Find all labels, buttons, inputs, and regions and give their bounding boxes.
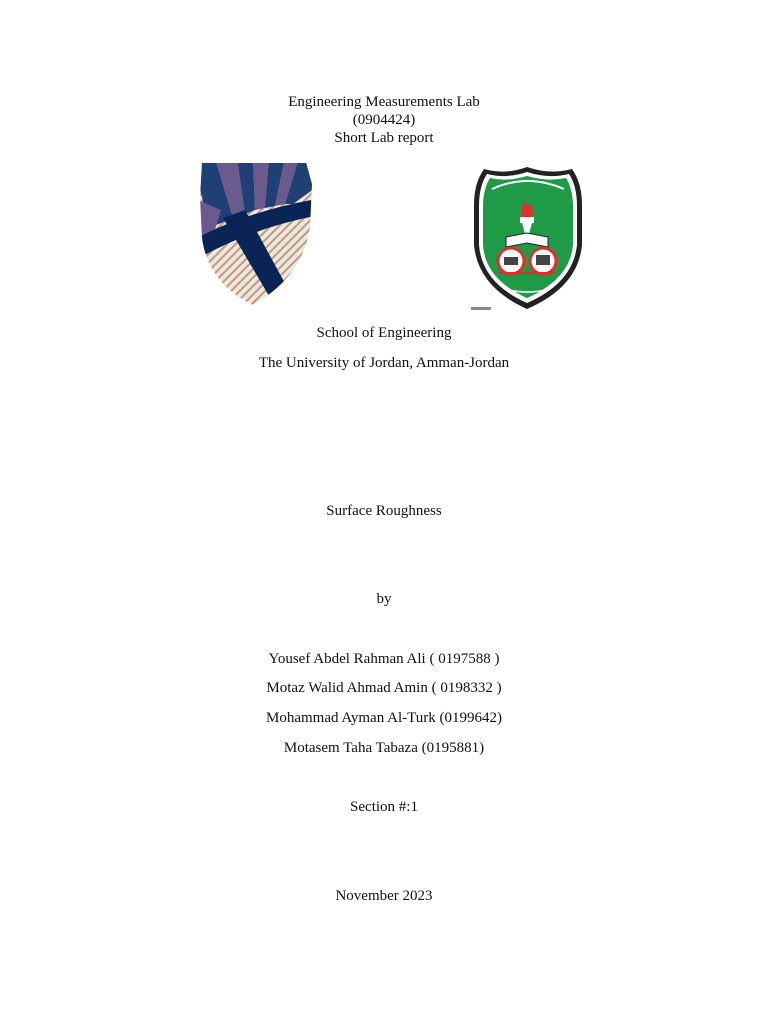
- author-4: Motasem Taha Tabaza (0195881): [283, 740, 485, 756]
- university-of-jordan-emblem-icon: [470, 165, 585, 313]
- school-name: School of Engineering: [316, 325, 452, 341]
- report-type: Short Lab report: [334, 130, 434, 146]
- by-label: by: [376, 591, 392, 607]
- school-of-engineering-crest-icon: [193, 158, 315, 308]
- author-2: Motaz Walid Ahmad Amin ( 0198332 ): [266, 680, 502, 696]
- course-code: (0904424): [352, 112, 416, 128]
- experiment-title: Surface Roughness: [326, 503, 442, 519]
- section-number: Section #:1: [350, 799, 418, 815]
- report-date: November 2023: [335, 888, 433, 904]
- author-3: Mohammad Ayman Al-Turk (0199642): [266, 710, 502, 726]
- university-name: The University of Jordan, Amman-Jordan: [258, 355, 510, 371]
- course-title: Engineering Measurements Lab: [288, 94, 480, 110]
- author-1: Yousef Abdel Rahman Ali ( 0197588 ): [268, 651, 500, 667]
